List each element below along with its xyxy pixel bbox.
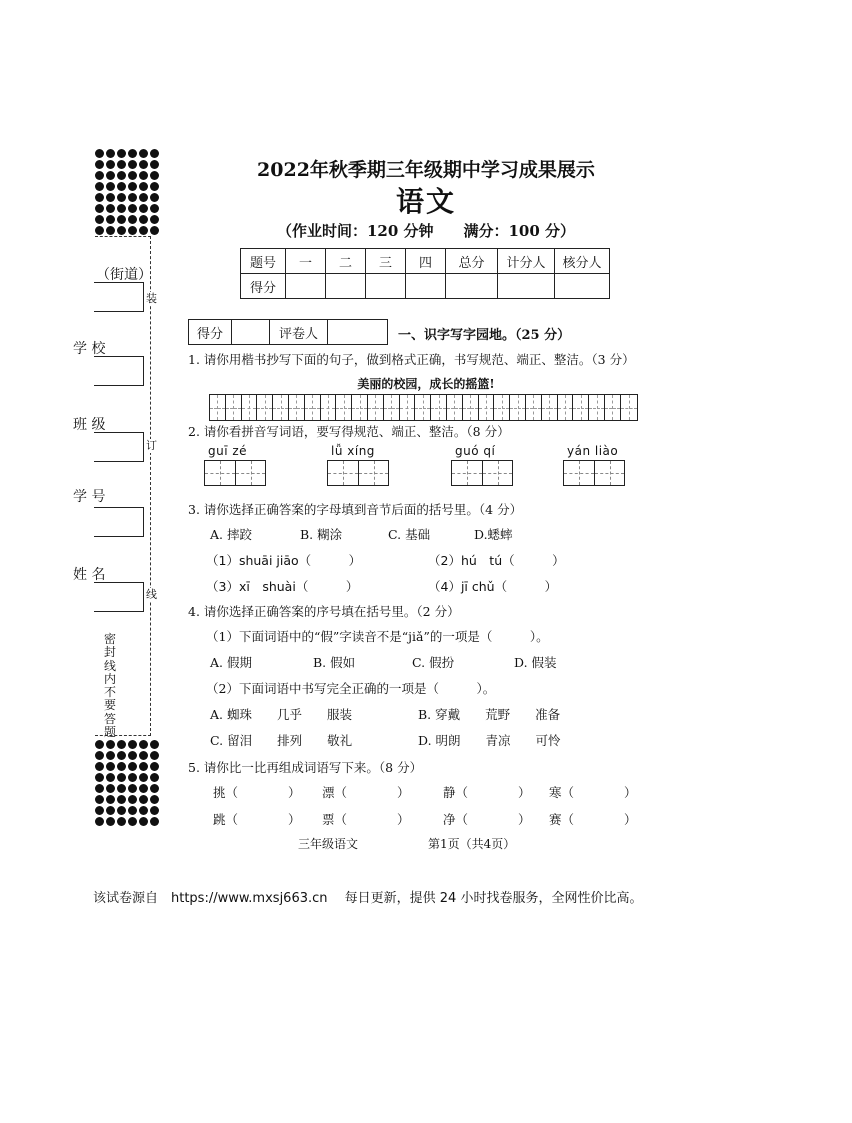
grid-cell[interactable]: [384, 395, 400, 420]
grid-cell[interactable]: [510, 395, 526, 420]
pinyin-label: lǚ xíng: [331, 444, 375, 458]
exam-title: 2022年秋季期三年级期中学习成果展示: [257, 159, 595, 181]
dot: [117, 773, 126, 782]
grader-box: [188, 319, 388, 345]
q5-item[interactable]: 静（ ）: [443, 785, 531, 800]
grid-cell[interactable]: [573, 395, 589, 420]
dot: [95, 740, 104, 749]
dot: [139, 740, 148, 749]
table-cell: 四: [406, 249, 446, 274]
q5-item[interactable]: 赛（ ）: [549, 812, 637, 827]
grid-cell[interactable]: [621, 395, 637, 420]
q5-item[interactable]: 寒（ ）: [549, 785, 637, 800]
dot: [128, 773, 137, 782]
q4-option: A. 蜘珠 几乎 服装: [210, 707, 352, 722]
section-title: 一、识字写字园地。（25 分）: [398, 328, 571, 343]
footer-page-number: 第1页（共4页）: [428, 837, 516, 851]
dot: [139, 773, 148, 782]
footer-subject: 三年级语文: [298, 837, 359, 851]
dot: [95, 817, 104, 826]
table-cell: 得分: [241, 274, 286, 299]
pinyin-label: guó qí: [455, 444, 496, 458]
grid-cell[interactable]: [242, 395, 258, 420]
pinyin-label: yán liào: [567, 444, 619, 458]
dot: [128, 806, 137, 815]
exam-meta: （作业时间：120 分钟 满分：100 分）: [276, 222, 576, 240]
grader-name-label: 评卷人: [270, 319, 328, 345]
seal-char: 线: [103, 658, 116, 673]
dot: [117, 795, 126, 804]
question-1: 1. 请你用楷书抄写下面的句子，做到格式正确，书写规范、端正、整洁。（3 分）: [188, 352, 635, 367]
seal-char: 题: [103, 725, 116, 740]
question-3: 3. 请你选择正确答案的字母填到音节后面的括号里。（4 分）: [188, 502, 523, 517]
dot: [139, 817, 148, 826]
q3-item[interactable]: （4）jī chǔ（ ）: [428, 579, 558, 594]
dot: [117, 740, 126, 749]
q4-option: B. 穿戴 荒野 准备: [418, 707, 561, 722]
seal-char: 封: [103, 645, 116, 660]
dot: [150, 751, 159, 760]
grader-score-label: 得分: [188, 319, 232, 345]
seal-char: 内: [103, 671, 116, 686]
q4-option: D. 明朗 青凉 可怜: [418, 733, 561, 748]
seal-notice: [103, 633, 117, 739]
dot: [117, 817, 126, 826]
grid-cell[interactable]: [605, 395, 621, 420]
q5-item[interactable]: 漂（ ）: [322, 785, 410, 800]
table-cell: 题号: [241, 249, 286, 274]
score-input-cell[interactable]: [498, 274, 555, 299]
grid-cell[interactable]: [368, 395, 384, 420]
grid-cell[interactable]: [305, 395, 321, 420]
seal-char: 要: [103, 698, 116, 713]
seal-char: 不: [103, 685, 116, 700]
dot: [139, 795, 148, 804]
dot: [139, 751, 148, 760]
dot: [150, 740, 159, 749]
score-table-score-row: [241, 274, 610, 299]
q4-sub1[interactable]: （1）下面词语中的“假”字读音不是“jiǎ”的一项是（ ）。: [206, 629, 549, 644]
dot: [95, 795, 104, 804]
pinyin-group-4[interactable]: [563, 444, 625, 486]
number-label: 学 号: [73, 489, 106, 505]
dot: [117, 762, 126, 771]
bottom-dot-pattern: [95, 740, 159, 826]
score-input-cell[interactable]: [406, 274, 446, 299]
grid-cell[interactable]: [494, 395, 510, 420]
grid-cell[interactable]: [479, 395, 495, 420]
dot: [106, 740, 115, 749]
q3-option: C. 基础: [388, 527, 431, 542]
dot: [150, 817, 159, 826]
score-input-cell[interactable]: [446, 274, 498, 299]
table-cell: 总分: [446, 249, 498, 274]
copy-sentence: 美丽的校园，成长的摇篮!: [357, 377, 495, 391]
dot: [106, 751, 115, 760]
dot: [117, 784, 126, 793]
binding-char-zhuang: 装: [146, 292, 157, 305]
dot: [106, 795, 115, 804]
pinyin-group-1[interactable]: [204, 444, 266, 486]
q4-option: A. 假期: [210, 655, 252, 670]
q4-option: B. 假如: [313, 655, 356, 670]
dot: [95, 773, 104, 782]
dot: [95, 751, 104, 760]
grid-cell[interactable]: [273, 395, 289, 420]
street-label: （街道）: [96, 267, 152, 283]
question-2: 2. 请你看拼音写词语，要写得规范、端正、整洁。（8 分）: [188, 424, 510, 439]
q3-option: D.蟋蟀: [474, 527, 513, 542]
name-label: 姓 名: [73, 567, 106, 583]
grid-cell[interactable]: [431, 395, 447, 420]
grid-cell[interactable]: [400, 395, 416, 420]
writing-grid[interactable]: [209, 394, 638, 421]
q5-item[interactable]: 跳（ ）: [213, 812, 301, 827]
dot: [150, 762, 159, 771]
grid-cell[interactable]: [415, 395, 431, 420]
q3-item[interactable]: （3）xī shuài（ ）: [206, 579, 359, 594]
binding-dashed-line: [150, 236, 151, 736]
dot: [95, 806, 104, 815]
q3-item[interactable]: （1）shuāi jiāo（ ）: [206, 553, 362, 568]
grid-cell[interactable]: [352, 395, 368, 420]
grid-cell[interactable]: [226, 395, 242, 420]
dot: [106, 817, 115, 826]
dot: [150, 773, 159, 782]
question-4: 4. 请你选择正确答案的序号填在括号里。（2 分）: [188, 604, 460, 619]
score-table-header-row: [241, 249, 610, 274]
q4-option: C. 留泪 排列 敬礼: [210, 733, 353, 748]
score-input-cell[interactable]: [366, 274, 406, 299]
grid-cell[interactable]: [447, 395, 463, 420]
grid-cell[interactable]: [257, 395, 273, 420]
grid-cell[interactable]: [321, 395, 337, 420]
q3-option: B. 糊涂: [300, 527, 343, 542]
table-cell: 计分人: [498, 249, 555, 274]
score-table: [240, 248, 610, 299]
dot: [95, 784, 104, 793]
seal-char: 密: [103, 632, 116, 646]
pinyin-group-3[interactable]: [451, 444, 513, 486]
q5-item[interactable]: 净（ ）: [443, 812, 531, 827]
name-field[interactable]: [94, 582, 144, 612]
table-cell: 一: [286, 249, 326, 274]
q4-option: C. 假扮: [412, 655, 455, 670]
q5-item[interactable]: 票（ ）: [322, 812, 410, 827]
dot: [128, 817, 137, 826]
dot: [128, 762, 137, 771]
street-field[interactable]: [94, 282, 144, 312]
grid-cell[interactable]: [526, 395, 542, 420]
class-label: 班 级: [73, 417, 106, 433]
grid-cell[interactable]: [542, 395, 558, 420]
table-cell: 三: [366, 249, 406, 274]
table-cell: 核分人: [555, 249, 610, 274]
grid-cell[interactable]: [589, 395, 605, 420]
q4-sub2[interactable]: （2）下面词语中书写完全正确的一项是（ ）。: [206, 681, 496, 696]
dot: [106, 762, 115, 771]
dot: [150, 795, 159, 804]
q4-option: D. 假装: [514, 655, 557, 670]
exam-subject: 语文: [395, 185, 456, 218]
score-input-cell[interactable]: [555, 274, 610, 299]
dot: [106, 773, 115, 782]
dot: [117, 751, 126, 760]
source-notice: 该试卷源自 https://www.mxsj663.cn 每日更新，提供 24 小时找卷服务，全网性价比高。: [93, 891, 643, 906]
dot: [128, 784, 137, 793]
dot: [150, 784, 159, 793]
binding-char-ding: 订: [146, 439, 157, 452]
grader-score-field[interactable]: [232, 319, 270, 345]
table-cell: 二: [326, 249, 366, 274]
q3-item[interactable]: （2）hú tú（ ）: [428, 553, 565, 568]
class-field[interactable]: [94, 432, 144, 462]
q5-item[interactable]: 挑（ ）: [213, 785, 301, 800]
score-input-cell[interactable]: [326, 274, 366, 299]
grid-cell[interactable]: [289, 395, 305, 420]
dot: [128, 751, 137, 760]
dot: [128, 740, 137, 749]
seal-char: 答: [103, 711, 116, 726]
grid-cell[interactable]: [336, 395, 352, 420]
q3-option: A. 摔跤: [210, 527, 252, 542]
number-field[interactable]: [94, 507, 144, 537]
dot: [139, 784, 148, 793]
score-input-cell[interactable]: [286, 274, 326, 299]
dot: [117, 806, 126, 815]
dot: [139, 806, 148, 815]
question-5: 5. 请你比一比再组成词语写下来。（8 分）: [188, 760, 423, 775]
binding-char-xian: 线: [146, 588, 157, 601]
dot: [139, 762, 148, 771]
pinyin-group-2[interactable]: [327, 444, 389, 486]
dot: [106, 806, 115, 815]
pinyin-label: guī zé: [208, 444, 248, 458]
dot: [150, 806, 159, 815]
grid-cell[interactable]: [558, 395, 574, 420]
dot: [128, 795, 137, 804]
school-label: 学 校: [73, 341, 106, 357]
dot: [95, 762, 104, 771]
grader-name-field[interactable]: [328, 319, 388, 345]
grid-cell[interactable]: [463, 395, 479, 420]
dot: [106, 784, 115, 793]
grid-cell[interactable]: [210, 395, 226, 420]
